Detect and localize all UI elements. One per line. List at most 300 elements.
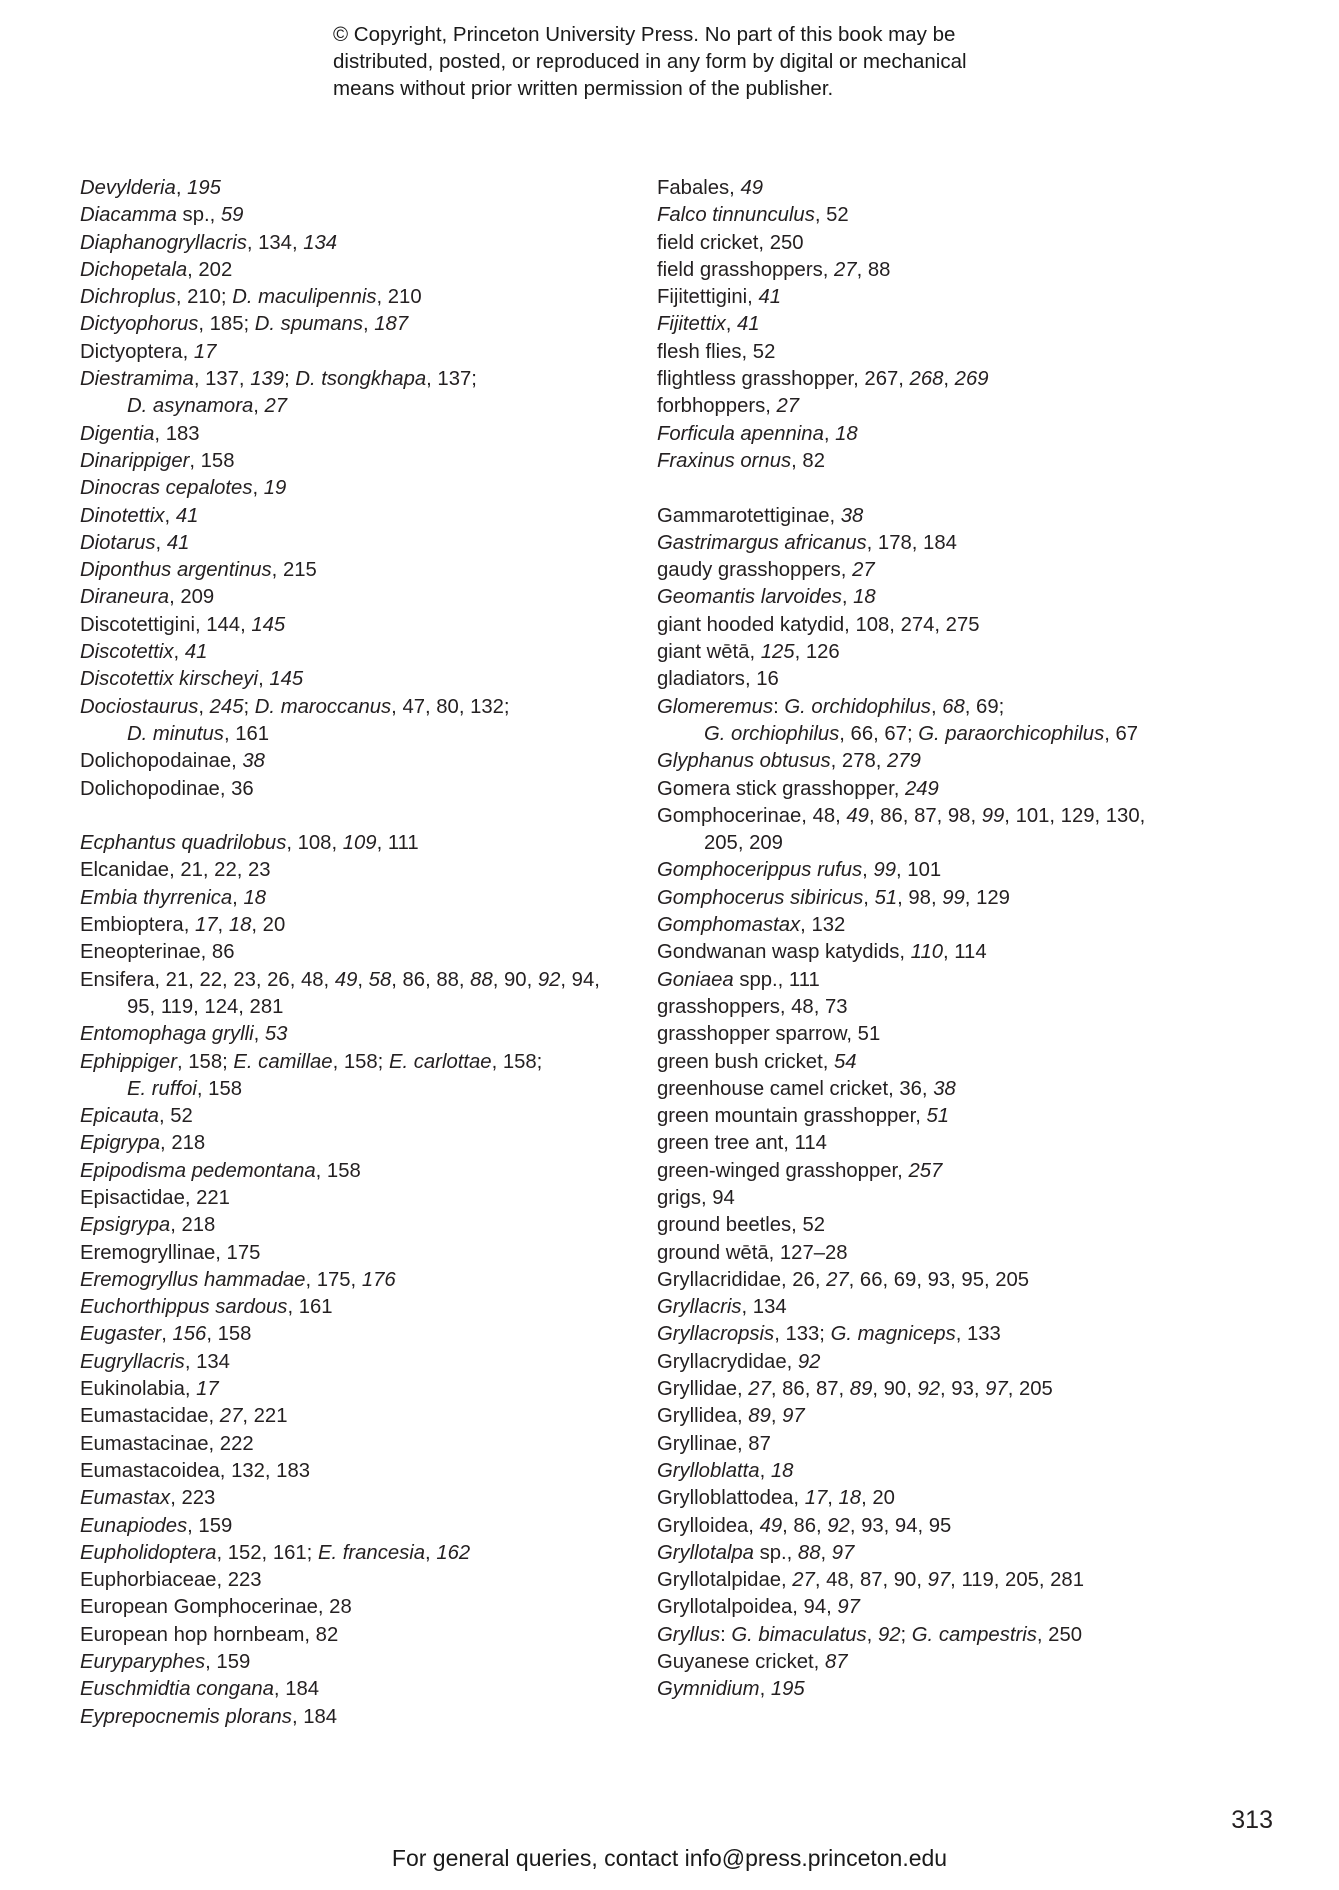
- index-text: ;: [900, 1623, 912, 1646]
- index-text: Eukinolabia,: [80, 1378, 197, 1401]
- index-text: Discotettigini, 144,: [80, 613, 252, 636]
- index-entry: [657, 257, 1287, 284]
- index-entry: [657, 584, 1287, 611]
- index-entry: [80, 421, 640, 448]
- index-text: ;: [284, 368, 296, 391]
- index-text-italic: 53: [264, 1023, 288, 1046]
- index-column-right: [657, 175, 1287, 1704]
- index-text-italic: 92: [917, 1378, 941, 1401]
- index-text: Eumastacidae,: [80, 1405, 220, 1428]
- index-entry: [657, 1349, 1287, 1376]
- index-text-italic: G. orchiophilus: [704, 722, 840, 745]
- index-entry: [657, 202, 1287, 229]
- index-entry: [80, 1158, 640, 1185]
- index-text-italic: Dinocras cepalotes: [80, 477, 253, 500]
- index-text: sp.,: [176, 204, 221, 227]
- index-text-italic: Gomphocerippus rufus: [657, 859, 863, 882]
- index-text: ,: [155, 531, 167, 554]
- index-text-italic: E. camillae: [233, 1050, 333, 1073]
- index-text-italic: Eremogryllus hammadae: [80, 1268, 306, 1291]
- index-text-italic: 49: [846, 804, 869, 827]
- index-text: Gryllidae,: [657, 1378, 749, 1401]
- index-text: , 86, 87,: [770, 1378, 850, 1401]
- index-text-italic: Dinarippiger: [80, 449, 190, 472]
- index-text-italic: Entomophaga grylli: [80, 1023, 254, 1046]
- index-entry: [80, 448, 640, 475]
- index-text: Fijitettigini,: [657, 286, 759, 309]
- index-text: , 218: [160, 1132, 206, 1155]
- index-column-left: [80, 175, 640, 1731]
- index-text-italic: Diraneura: [80, 586, 170, 609]
- index-text-italic: 87: [824, 1651, 848, 1674]
- index-text-italic: Gymnidium: [657, 1678, 760, 1701]
- index-text-italic: 27: [852, 559, 875, 582]
- index-text: , 93, 94, 95: [849, 1514, 952, 1537]
- index-text-italic: 257: [908, 1159, 943, 1182]
- index-text-italic: 92: [877, 1623, 901, 1646]
- index-text: , 175,: [305, 1268, 362, 1291]
- index-text: ,: [161, 1323, 173, 1346]
- index-text: , 250: [1036, 1623, 1082, 1646]
- index-text-italic: 125: [760, 641, 795, 664]
- index-text-italic: 27: [219, 1405, 243, 1428]
- index-entry: [80, 612, 640, 639]
- index-text: ,: [173, 641, 185, 664]
- index-entry: [80, 1676, 640, 1703]
- index-entry: [80, 1704, 640, 1731]
- index-text-italic: 58: [368, 968, 392, 991]
- index-text-italic: Eyprepocnemis plorans: [80, 1705, 292, 1728]
- index-entry: [657, 803, 1287, 830]
- index-text-italic: Discotettix: [80, 641, 174, 664]
- index-text: ,: [820, 1541, 832, 1564]
- index-entry: [657, 912, 1287, 939]
- index-entry: [80, 202, 640, 229]
- index-text-italic: Fraxinus ornus: [657, 449, 792, 472]
- index-entry: [657, 1076, 1287, 1103]
- index-text: , 134: [741, 1296, 787, 1319]
- index-text: ,: [175, 177, 188, 199]
- index-text-italic: 18: [228, 914, 252, 937]
- index-text: Grylloblattodea,: [657, 1487, 805, 1510]
- index-text: , 202: [187, 258, 233, 281]
- index-entry-continuation: [80, 994, 640, 1021]
- index-text-italic: Diponthus argentinus: [80, 559, 272, 582]
- index-text-italic: 97: [782, 1405, 805, 1428]
- index-text-italic: 27: [776, 395, 800, 418]
- index-text-italic: 41: [758, 286, 781, 309]
- index-entry: [657, 393, 1287, 420]
- index-text: Eumastacinae, 222: [80, 1432, 254, 1455]
- index-entry-continuation: [80, 721, 640, 748]
- index-text: grigs, 94: [657, 1186, 735, 1209]
- index-text-italic: Falco tinnunculus: [657, 204, 815, 227]
- index-entry: [657, 994, 1287, 1021]
- index-text-italic: 92: [797, 1350, 821, 1373]
- index-text: , 52: [158, 1105, 193, 1128]
- index-entry: [657, 1622, 1287, 1649]
- index-text: , 86,: [782, 1514, 828, 1537]
- index-entry: [80, 366, 640, 393]
- index-text-italic: 269: [954, 368, 989, 391]
- index-text: forbhoppers,: [657, 395, 777, 418]
- index-text-italic: Gryllacris: [657, 1296, 742, 1319]
- index-text: , 90,: [872, 1378, 918, 1401]
- index-text: giant hooded katydid, 108, 274, 275: [657, 613, 980, 636]
- index-text: , 137,: [193, 368, 251, 391]
- index-text: green-winged grasshopper,: [657, 1159, 909, 1182]
- index-text: Guyanese cricket,: [657, 1651, 825, 1674]
- index-entry: [80, 503, 640, 530]
- index-entry: [657, 666, 1287, 693]
- index-text: ,: [862, 859, 874, 882]
- index-entry: [657, 503, 1287, 530]
- index-text: ,: [841, 586, 854, 609]
- index-text: 205, 209: [704, 832, 783, 855]
- index-text: , 158: [189, 449, 235, 472]
- index-text: ,: [823, 422, 836, 445]
- index-text-italic: 49: [759, 1514, 783, 1537]
- index-entry: [657, 857, 1287, 884]
- index-entry: [80, 311, 640, 338]
- index-entry: [657, 1240, 1287, 1267]
- index-text: , 161: [287, 1296, 333, 1319]
- index-entry: [657, 175, 1287, 202]
- index-entry: [657, 1103, 1287, 1130]
- index-entry: [80, 939, 640, 966]
- index-text: , 20: [861, 1487, 895, 1510]
- index-text-italic: 51: [926, 1105, 950, 1128]
- index-entry: [657, 1158, 1287, 1185]
- index-entry: [80, 1349, 640, 1376]
- index-text: , 66, 69, 93, 95, 205: [848, 1268, 1030, 1291]
- index-entry: [657, 1458, 1287, 1485]
- index-text: , 223: [170, 1487, 216, 1510]
- index-text: gaudy grasshoppers,: [657, 559, 853, 582]
- index-entry: [657, 1130, 1287, 1157]
- index-entry: [80, 666, 640, 693]
- index-text-italic: 156: [172, 1323, 207, 1346]
- index-entry: [657, 1403, 1287, 1430]
- index-text-italic: Gryllotalpa: [657, 1541, 754, 1564]
- index-text: European Gomphocerinae, 28: [80, 1596, 352, 1619]
- index-text: ,: [198, 695, 210, 718]
- index-entry-continuation: [657, 830, 1287, 857]
- index-entry: [657, 1649, 1287, 1676]
- index-text: ,: [930, 695, 943, 718]
- index-entry: [80, 776, 640, 803]
- index-text: ,: [357, 968, 369, 991]
- index-text-italic: 99: [981, 804, 1005, 827]
- index-text-italic: 38: [242, 750, 265, 773]
- index-text: grasshopper sparrow, 51: [657, 1023, 881, 1046]
- index-text: , 126: [794, 641, 840, 664]
- index-entry: [657, 1376, 1287, 1403]
- index-text-italic: 27: [826, 1268, 849, 1291]
- index-text-italic: Epipodisma pedemontana: [80, 1159, 316, 1182]
- index-entry: [657, 1567, 1287, 1594]
- index-text: , 215: [271, 559, 317, 582]
- index-text: Gryllidea,: [657, 1405, 749, 1428]
- index-entry: [80, 748, 640, 775]
- index-entry: [80, 1403, 640, 1430]
- index-text-italic: Eupholidoptera: [80, 1541, 217, 1564]
- index-text-italic: 18: [835, 422, 858, 445]
- index-text-italic: 99: [873, 859, 897, 882]
- index-entry: [80, 1185, 640, 1212]
- index-text-italic: Gomphocerus sibiricus: [657, 886, 864, 909]
- index-entry: [657, 421, 1287, 448]
- index-text: ,: [252, 477, 264, 500]
- index-entry: [80, 1130, 640, 1157]
- index-text: , 119, 205, 281: [950, 1569, 1084, 1592]
- index-entry-continuation: [80, 1076, 640, 1103]
- index-text-italic: G. campestris: [911, 1623, 1037, 1646]
- index-text-italic: Digentia: [80, 422, 155, 445]
- index-entry: [80, 885, 640, 912]
- index-text-italic: 162: [436, 1541, 471, 1564]
- index-text: , 184: [273, 1678, 320, 1701]
- index-text: European hop hornbeam, 82: [80, 1623, 339, 1646]
- index-text: , 129: [964, 886, 1010, 909]
- index-entry: [80, 1294, 640, 1321]
- index-entry: [657, 1021, 1287, 1048]
- index-text-italic: D. spumans: [254, 313, 363, 336]
- index-text: , 94,: [560, 968, 600, 991]
- index-text-italic: Dictyophorus: [80, 313, 199, 336]
- index-text: , 134,: [246, 231, 304, 254]
- index-entry: [80, 339, 640, 366]
- page-number: 313: [1231, 1806, 1273, 1834]
- index-text: , 133: [955, 1323, 1001, 1346]
- index-text-italic: Eunapiodes: [80, 1514, 188, 1537]
- index-text-italic: E. carlottae: [388, 1050, 492, 1073]
- index-entry: [80, 1458, 640, 1485]
- index-text: , 205: [1007, 1378, 1053, 1401]
- index-text: , 48, 87, 90,: [814, 1569, 928, 1592]
- index-entry: [80, 1567, 640, 1594]
- index-text: Gomera stick grasshopper,: [657, 777, 905, 800]
- index-text: giant wētā,: [657, 641, 761, 664]
- index-text-italic: 27: [748, 1378, 771, 1401]
- index-text-italic: Goniaea: [657, 968, 734, 991]
- index-text-italic: 49: [334, 968, 358, 991]
- index-entry: [657, 967, 1287, 994]
- index-text-italic: Euryparyphes: [80, 1651, 206, 1674]
- index-text: Eumastacoidea, 132, 183: [80, 1459, 311, 1482]
- index-entry: [657, 557, 1287, 584]
- index-text-italic: 145: [251, 613, 286, 636]
- index-text-italic: 18: [853, 586, 876, 609]
- index-text-italic: 89: [849, 1378, 873, 1401]
- copyright-line: © Copyright, Princeton University Press. No part of this book may be: [333, 23, 956, 46]
- index-text-italic: Fijitettix: [657, 313, 726, 336]
- index-text-italic: 41: [737, 313, 760, 336]
- index-entry: [80, 584, 640, 611]
- index-text-italic: 17: [194, 914, 218, 937]
- index-text: ground wētā, 127–28: [657, 1241, 848, 1264]
- index-text-italic: Euchorthippus sardous: [80, 1296, 288, 1319]
- index-text-italic: Epigrypa: [80, 1132, 161, 1155]
- index-text-italic: 17: [196, 1378, 219, 1401]
- index-entry: [80, 1376, 640, 1403]
- index-text: Dolichopodainae,: [80, 750, 243, 773]
- index-text: , 52: [814, 204, 849, 227]
- index-text: Eremogryllinae, 175: [80, 1241, 261, 1264]
- index-text: Eneopterinae, 86: [80, 941, 235, 964]
- index-text: greenhouse camel cricket, 36,: [657, 1077, 934, 1100]
- index-entry: [657, 311, 1287, 338]
- index-text-italic: Geomantis larvoides: [657, 586, 842, 609]
- index-text-italic: 110: [910, 941, 944, 964]
- index-text-italic: 134: [303, 231, 338, 254]
- index-text-italic: G. orchidophilus: [784, 695, 931, 718]
- index-spacer: [657, 475, 1287, 502]
- index-text-italic: Dociostaurus: [80, 695, 199, 718]
- index-text: , 86, 88,: [391, 968, 471, 991]
- index-entry: [80, 1594, 640, 1621]
- index-entry: [80, 1622, 640, 1649]
- index-text-italic: 145: [269, 668, 304, 691]
- index-text: , 101: [896, 859, 942, 882]
- index-text-italic: 49: [740, 177, 763, 199]
- index-text: ,: [164, 504, 176, 527]
- index-text: , 159: [205, 1651, 251, 1674]
- index-text: Dictyoptera,: [80, 340, 194, 363]
- index-text-italic: D. tsongkhapa: [295, 368, 427, 391]
- index-text-italic: 17: [193, 340, 217, 363]
- index-text: , 184: [291, 1705, 338, 1728]
- index-entry: [80, 475, 640, 502]
- index-entry: [657, 1594, 1287, 1621]
- index-text-italic: E. francesia: [317, 1541, 426, 1564]
- index-text-italic: 97: [985, 1378, 1008, 1401]
- index-text-italic: Eumastax: [80, 1487, 171, 1510]
- index-text-italic: 38: [933, 1077, 956, 1100]
- index-text: , 93,: [940, 1378, 986, 1401]
- index-text: ,: [232, 886, 244, 909]
- copyright-line: means without prior written permission of the publisher.: [333, 77, 834, 100]
- index-text-italic: 97: [837, 1596, 860, 1619]
- copyright-notice: [333, 21, 1093, 102]
- index-text: Gryllacrydidae,: [657, 1350, 798, 1373]
- index-text: , 108,: [286, 832, 343, 855]
- index-entry: [657, 1676, 1287, 1703]
- index-text: , 47, 80, 132;: [391, 695, 510, 718]
- index-entry: [80, 175, 640, 202]
- index-text-italic: 18: [243, 886, 267, 909]
- index-text: , 221: [242, 1405, 288, 1428]
- index-text: 95, 119, 124, 281: [127, 995, 284, 1018]
- index-text-italic: Epicauta: [80, 1105, 159, 1128]
- index-text: , 111: [376, 832, 419, 855]
- index-text-italic: Diestramima: [80, 368, 194, 391]
- index-text: , 152, 161;: [216, 1541, 318, 1564]
- index-text: , 158;: [332, 1050, 389, 1073]
- index-text: Gammarotettiginae,: [657, 504, 841, 527]
- index-entry: [80, 1021, 640, 1048]
- index-text-italic: 176: [361, 1268, 396, 1291]
- index-entry: [657, 1267, 1287, 1294]
- index-text-italic: D. maculipennis: [232, 286, 377, 309]
- index-entry: [657, 885, 1287, 912]
- index-text: , 90,: [492, 968, 538, 991]
- index-text-italic: E. ruffoi: [127, 1077, 197, 1100]
- index-text-italic: G. bimaculatus: [731, 1623, 867, 1646]
- index-text-italic: Dichroplus: [80, 286, 176, 309]
- index-text: ground beetles, 52: [657, 1214, 826, 1237]
- index-text-italic: 279: [887, 750, 921, 773]
- index-text: Gomphocerinae, 48,: [657, 804, 847, 827]
- index-text-italic: 89: [748, 1405, 771, 1428]
- index-text-italic: Embia thyrrenica: [80, 886, 233, 909]
- index-text: Euphorbiaceae, 223: [80, 1569, 262, 1592]
- index-text: ,: [863, 886, 875, 909]
- index-entry: [657, 1185, 1287, 1212]
- index-text-italic: Dinotettix: [80, 504, 165, 527]
- index-entry: [657, 639, 1287, 666]
- index-text-italic: 18: [838, 1487, 862, 1510]
- index-text-italic: Eugryllacris: [80, 1350, 185, 1373]
- index-entry: [80, 1049, 640, 1076]
- index-entry: [657, 1485, 1287, 1512]
- index-entry: [657, 230, 1287, 257]
- index-text-italic: 54: [834, 1050, 857, 1073]
- index-text: , 158;: [491, 1050, 543, 1073]
- index-entry: [80, 1431, 640, 1458]
- index-text: Gryllotalpidae,: [657, 1569, 793, 1592]
- index-text-italic: G. paraorchicophilus: [918, 722, 1105, 745]
- index-text: Ensifera, 21, 22, 23, 26, 48,: [80, 968, 335, 991]
- index-text: ,: [425, 1541, 437, 1564]
- index-entry: [657, 530, 1287, 557]
- index-text: ,: [770, 1405, 783, 1428]
- index-text-italic: Dichopetala: [80, 258, 188, 281]
- index-text: ,: [258, 668, 270, 691]
- index-text-italic: 38: [840, 504, 864, 527]
- index-entry: [657, 1431, 1287, 1458]
- index-text: ,: [253, 1023, 265, 1046]
- index-text-italic: 17: [804, 1487, 828, 1510]
- index-text-italic: Diacamma: [80, 204, 177, 227]
- index-text-italic: 99: [942, 886, 965, 909]
- index-entry: [657, 776, 1287, 803]
- index-entry: [80, 1513, 640, 1540]
- index-entry: [657, 694, 1287, 721]
- index-text-italic: 88: [797, 1541, 821, 1564]
- index-text-italic: 27: [834, 258, 857, 281]
- index-entry: [80, 557, 640, 584]
- index-entry: [657, 448, 1287, 475]
- index-text-italic: Grylloblatta: [657, 1459, 760, 1482]
- index-text: Gryllotalpoidea, 94,: [657, 1596, 838, 1619]
- index-text-italic: Discotettix kirscheyi: [80, 668, 259, 691]
- index-text-italic: Glomeremus: [657, 695, 774, 718]
- index-text: sp.,: [753, 1541, 798, 1564]
- index-text: , 88: [856, 258, 891, 281]
- index-entry: [80, 257, 640, 284]
- index-entry: [657, 1212, 1287, 1239]
- index-text-italic: 92: [827, 1514, 850, 1537]
- index-text: , 158: [206, 1323, 252, 1346]
- index-entry: [80, 1240, 640, 1267]
- index-text: , 158: [315, 1159, 361, 1182]
- index-text-italic: Gastrimargus africanus: [657, 531, 867, 554]
- index-entry: [80, 1540, 640, 1567]
- index-text: Dolichopodinae, 36: [80, 777, 254, 800]
- index-text: , 161: [223, 722, 270, 745]
- index-entry: [80, 1267, 640, 1294]
